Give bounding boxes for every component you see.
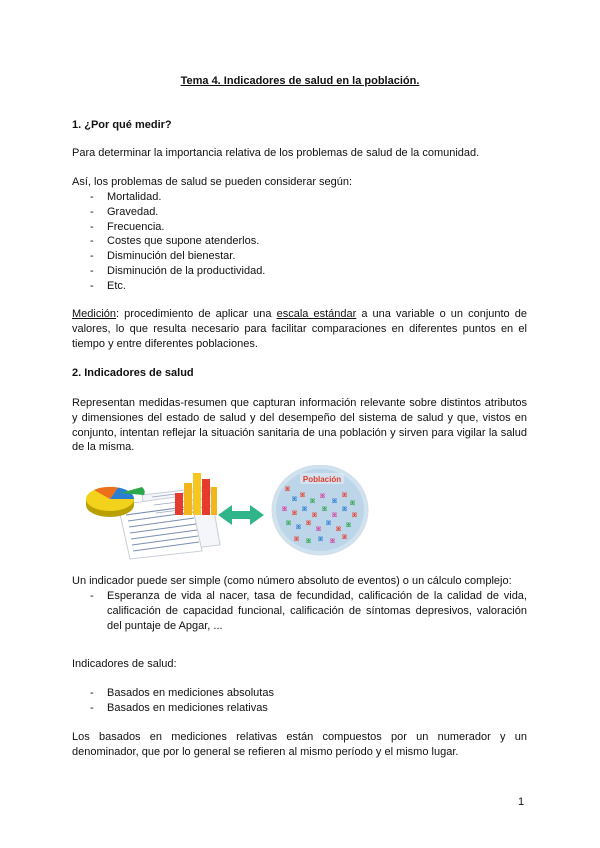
svg-text:ꕤ: ꕤ	[332, 498, 337, 505]
list-item: - Mortalidad.	[72, 190, 527, 205]
medicion-definition	[72, 307, 527, 351]
svg-text:ꕤ: ꕤ	[322, 506, 327, 513]
svg-text:ꕤ: ꕤ	[306, 538, 311, 545]
section-2-paragraph: Representan medidas-resumen que capturan información relevante sobre distintos atributos y dimensiones del estado de salud y del desempeño del sistema de salud y que, vistos en conjunto, intentan reflejar la situación sanitaria de una población y sirven para vigilar la salud de la misma.	[72, 397, 527, 454]
list-item: - Disminución del bienestar.	[72, 249, 527, 264]
svg-text:ꕤ: ꕤ	[352, 512, 357, 519]
svg-text:ꕤ: ꕤ	[346, 522, 351, 529]
medicion-text-b: a una variable o un conjunto de valores, lo que resulta necesario para facilitar comparaciones en diferentes puntos en el tiempo y entre diferentes poblaciones.	[72, 308, 527, 350]
section-2-heading: 2. Indicadores de salud	[72, 367, 194, 379]
medicion-term: Medición	[72, 308, 117, 320]
list-item: - Basados en mediciones absolutas	[72, 686, 527, 701]
list-item: - Esperanza de vida al nacer, tasa de fecundidad, calificación de la calidad de vida, calificación de capacidad funcional, calificación de síntomas depresivos, valoración del puntaje de Apgar, ...	[72, 589, 527, 633]
svg-text:ꕤ: ꕤ	[292, 510, 297, 517]
svg-text:ꕤ: ꕤ	[310, 498, 315, 505]
svg-text:ꕤ: ꕤ	[282, 506, 287, 513]
svg-text:ꕤ: ꕤ	[292, 496, 297, 503]
list-item: - Disminución de la productividad.	[72, 264, 527, 279]
svg-text:ꕤ: ꕤ	[336, 526, 341, 533]
svg-text:ꕤ: ꕤ	[342, 506, 347, 513]
svg-text:ꕤ: ꕤ	[330, 538, 335, 545]
scale-term: escala estándar	[276, 308, 357, 320]
svg-text:ꕤ: ꕤ	[332, 512, 337, 519]
health-criteria-list	[72, 190, 527, 294]
health-indicators-illustration	[80, 465, 440, 560]
svg-text:ꕤ: ꕤ	[342, 492, 347, 499]
svg-text:ꕤ: ꕤ	[302, 506, 307, 513]
double-arrow-icon	[218, 505, 264, 525]
svg-text:ꕤ: ꕤ	[350, 500, 355, 507]
list-item: - Etc.	[72, 279, 527, 294]
svg-text:ꕤ: ꕤ	[316, 526, 321, 533]
medicion-text-a: : procedimiento de aplicar una	[116, 308, 277, 320]
indicator-examples-list	[72, 589, 527, 633]
list-item: - Frecuencia.	[72, 220, 527, 235]
svg-text:ꕤ: ꕤ	[296, 524, 301, 531]
svg-text:ꕤ: ꕤ	[326, 520, 331, 527]
relative-measures-paragraph: Los basados en mediciones relativas están compuestos por un numerador y un denominador, que por lo general se refieren al mismo período y el mismo lugar.	[72, 731, 527, 758]
section-1-heading: 1. ¿Por qué medir?	[72, 119, 172, 131]
list-item: - Gravedad.	[72, 205, 527, 220]
section-1-paragraph: Para determinar la importancia relativa de los problemas de salud de la comunidad.	[72, 147, 480, 159]
population-label: Población	[302, 475, 342, 484]
document-title: Tema 4. Indicadores de salud en la población.	[180, 75, 420, 87]
indicator-type-intro: Un indicador puede ser simple (como número absoluto de eventos) o un cálculo complejo:	[72, 575, 512, 587]
svg-text:ꕤ: ꕤ	[300, 492, 305, 499]
indicators-heading: Indicadores de salud:	[72, 658, 177, 670]
svg-text:ꕤ: ꕤ	[318, 536, 323, 543]
list-item: - Costes que supone atenderlos.	[72, 234, 527, 249]
page-number: 1	[518, 796, 525, 808]
section-1-intro: Así, los problemas de salud se pueden considerar según:	[72, 176, 353, 188]
svg-text:ꕤ: ꕤ	[312, 512, 317, 519]
svg-text:ꕤ: ꕤ	[306, 520, 311, 527]
svg-text:ꕤ: ꕤ	[320, 493, 325, 500]
indicator-types-list	[72, 686, 527, 716]
svg-text:ꕤ: ꕤ	[285, 486, 290, 493]
svg-text:ꕤ: ꕤ	[342, 534, 347, 541]
list-item: - Basados en mediciones relativas	[72, 701, 527, 716]
svg-text:ꕤ: ꕤ	[294, 536, 299, 543]
svg-text:ꕤ: ꕤ	[286, 520, 291, 527]
